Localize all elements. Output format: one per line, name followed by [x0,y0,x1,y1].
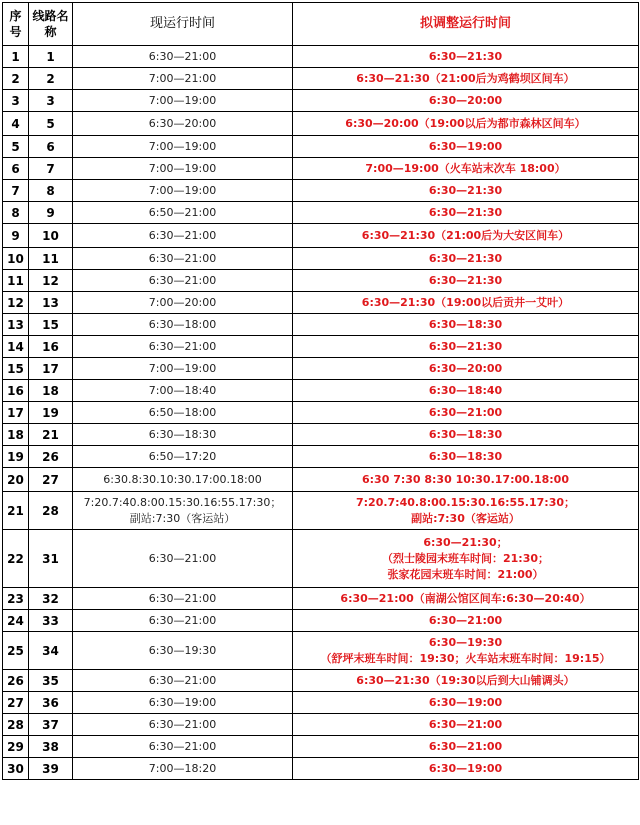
table-row [3,492,639,530]
table-row [3,588,639,610]
row-line-number: 16 [29,336,73,358]
current-time-line: 7:00—19:00 [148,139,217,153]
row-current-time [73,670,293,692]
row-seq: 27 [3,692,29,714]
row-line-number: 38 [29,736,73,758]
table-row [3,292,639,314]
row-current-time [73,588,293,610]
proposed-time-line: 6:30—21:30（19:00以后贡井一艾叶） [361,295,570,309]
row-proposed-time [293,610,639,632]
proposed-time-line: 6:30—21:30 [428,339,503,353]
proposed-time-line: 副站:7:30（客运站） [411,511,520,525]
proposed-time-line: 6:30—20:00 [428,361,503,375]
table-row [3,158,639,180]
row-current-time [73,632,293,670]
row-current-time [73,202,293,224]
row-line-number: 12 [29,270,73,292]
current-time-line: 6:30—21:00 [148,717,217,731]
proposed-time-line: 6:30—18:40 [428,383,503,397]
row-line-number: 39 [29,758,73,780]
row-line-number: 28 [29,492,73,530]
table-row [3,358,639,380]
proposed-time-line: 6:30—21:30 [428,183,503,197]
row-seq: 25 [3,632,29,670]
row-seq: 12 [3,292,29,314]
row-current-time [73,180,293,202]
row-line-number: 31 [29,530,73,588]
proposed-time-line: 6:30 7:30 8:30 10:30.17:00.18:00 [362,472,569,486]
current-time-line: 7:00—19:00 [148,93,217,107]
row-seq: 17 [3,402,29,424]
row-line-number: 35 [29,670,73,692]
row-seq: 10 [3,248,29,270]
row-seq: 21 [3,492,29,530]
row-seq: 23 [3,588,29,610]
row-proposed-time [293,492,639,530]
row-proposed-time [293,68,639,90]
current-time-line: 6:50—21:00 [148,205,217,219]
row-seq: 4 [3,112,29,136]
proposed-time-line: （舒坪末班车时间：19:30；火车站末班车时间：19:15） [320,651,611,665]
row-proposed-time [293,358,639,380]
row-proposed-time [293,248,639,270]
table-row [3,90,639,112]
row-proposed-time [293,90,639,112]
row-line-number: 19 [29,402,73,424]
row-seq: 3 [3,90,29,112]
row-current-time [73,446,293,468]
row-proposed-time [293,224,639,248]
row-proposed-time [293,180,639,202]
row-line-number: 5 [29,112,73,136]
row-proposed-time [293,314,639,336]
row-proposed-time [293,468,639,492]
table-row [3,632,639,670]
current-time-line: 7:00—20:00 [148,295,217,309]
row-proposed-time [293,424,639,446]
row-line-number: 18 [29,380,73,402]
row-current-time [73,424,293,446]
proposed-time-line: 6:30—21:00 [428,739,503,753]
table-row [3,180,639,202]
table-row [3,692,639,714]
header-current-time: 现运行时间 [73,3,293,46]
row-seq: 7 [3,180,29,202]
current-time-line: 6:30—21:00 [148,591,217,605]
row-current-time [73,314,293,336]
row-current-time [73,68,293,90]
proposed-time-line: 6:30—21:30（21:00后为鸡鹤坝区间车） [356,71,575,85]
row-line-number: 37 [29,714,73,736]
proposed-time-line: 6:30—21:00 [428,405,503,419]
row-current-time [73,736,293,758]
header-proposed-time: 拟调整运行时间 [293,3,639,46]
proposed-time-line: 7:00—19:00（火车站末次车 18:00） [365,161,566,175]
table-row [3,530,639,588]
current-time-line: 6:30—21:00 [148,251,217,265]
proposed-time-line: 6:30—21:30（21:00后为大安区间车） [361,228,570,242]
row-proposed-time [293,758,639,780]
row-proposed-time [293,158,639,180]
table-row [3,380,639,402]
row-line-number: 21 [29,424,73,446]
header-line: 线路名称 [29,3,73,46]
current-time-line: 6:50—18:00 [148,405,217,419]
proposed-time-line: 6:30—21:30 [428,49,503,63]
table-row [3,468,639,492]
current-time-line: 7:00—19:00 [148,183,217,197]
proposed-time-line: 6:30—19:00 [428,695,503,709]
row-line-number: 2 [29,68,73,90]
table-row [3,112,639,136]
row-seq: 24 [3,610,29,632]
proposed-time-line: 6:30—21:30； [423,535,508,549]
row-proposed-time [293,588,639,610]
row-line-number: 9 [29,202,73,224]
row-proposed-time [293,692,639,714]
row-current-time [73,610,293,632]
table-row [3,336,639,358]
table-row [3,314,639,336]
current-time-line: 7:00—18:20 [148,761,217,775]
row-seq: 8 [3,202,29,224]
row-current-time [73,468,293,492]
table-row [3,270,639,292]
table-row [3,446,639,468]
table-row [3,68,639,90]
row-proposed-time [293,446,639,468]
table-row [3,224,639,248]
current-time-line: 6:30—20:00 [148,116,217,130]
row-proposed-time [293,380,639,402]
row-proposed-time [293,670,639,692]
row-seq: 20 [3,468,29,492]
row-line-number: 10 [29,224,73,248]
proposed-time-line: 6:30—20:00 [428,93,503,107]
header-row [3,3,639,46]
row-current-time [73,380,293,402]
row-seq: 22 [3,530,29,588]
row-line-number: 34 [29,632,73,670]
row-proposed-time [293,336,639,358]
current-time-line: 6:30—21:00 [148,739,217,753]
table-row [3,714,639,736]
current-time-line: 6:30—18:00 [148,317,217,331]
row-seq: 16 [3,380,29,402]
row-seq: 28 [3,714,29,736]
row-line-number: 17 [29,358,73,380]
row-current-time [73,292,293,314]
row-current-time [73,158,293,180]
row-proposed-time [293,714,639,736]
row-proposed-time [293,136,639,158]
row-current-time [73,136,293,158]
table-row [3,758,639,780]
proposed-time-line: 6:30—21:30（19:30以后到大山铺调头） [356,673,575,687]
row-current-time [73,112,293,136]
current-time-line: 副站:7:30（客运站） [129,511,236,525]
proposed-time-line: 6:30—21:00（南湖公馆区间车:6:30—20:40） [340,591,591,605]
bus-schedule-table [2,2,639,780]
row-current-time [73,270,293,292]
row-current-time [73,692,293,714]
row-line-number: 8 [29,180,73,202]
proposed-time-line: 6:30—21:00 [428,613,503,627]
current-time-line: 7:00—19:00 [148,361,217,375]
row-line-number: 6 [29,136,73,158]
row-current-time [73,224,293,248]
header-seq: 序号 [3,3,29,46]
row-seq: 14 [3,336,29,358]
row-seq: 26 [3,670,29,692]
table-row [3,424,639,446]
row-seq: 5 [3,136,29,158]
current-time-line: 7:00—19:00 [148,161,217,175]
row-seq: 15 [3,358,29,380]
proposed-time-line: 6:30—21:30 [428,205,503,219]
row-line-number: 1 [29,46,73,68]
proposed-time-line: 6:30—21:00 [428,717,503,731]
row-seq: 11 [3,270,29,292]
table-row [3,402,639,424]
row-seq: 9 [3,224,29,248]
row-current-time [73,714,293,736]
proposed-time-line: 6:30—20:00（19:00以后为都市森林区间车） [345,116,586,130]
current-time-line: 7:00—21:00 [148,71,217,85]
proposed-time-line: 6:30—18:30 [428,317,503,331]
current-time-line: 6:30—21:00 [148,673,217,687]
row-proposed-time [293,112,639,136]
proposed-time-line: 张家花园末班车时间：21:00） [387,567,544,581]
row-current-time [73,46,293,68]
current-time-line: 6:30—21:00 [148,339,217,353]
row-current-time [73,358,293,380]
current-time-line: 6:50—17:20 [148,449,217,463]
row-line-number: 7 [29,158,73,180]
current-time-line: 6:30—21:00 [148,613,217,627]
proposed-time-line: 6:30—19:30 [428,635,503,649]
row-seq: 30 [3,758,29,780]
current-time-line: 7:00—18:40 [148,383,217,397]
current-time-line: 7:20.7:40.8:00.15:30.16:55.17:30； [83,495,282,509]
proposed-time-line: 7:20.7:40.8:00.15:30.16:55.17:30； [355,495,576,509]
table-row [3,136,639,158]
proposed-time-line: 6:30—18:30 [428,427,503,441]
row-seq: 18 [3,424,29,446]
row-line-number: 3 [29,90,73,112]
current-time-line: 6:30—21:00 [148,228,217,242]
row-line-number: 15 [29,314,73,336]
current-time-line: 6:30—21:00 [148,49,217,63]
table-row [3,46,639,68]
table-row [3,202,639,224]
current-time-line: 6:30—18:30 [148,427,217,441]
proposed-time-line: 6:30—18:30 [428,449,503,463]
row-proposed-time [293,202,639,224]
row-line-number: 27 [29,468,73,492]
row-proposed-time [293,530,639,588]
proposed-time-line: 6:30—19:00 [428,761,503,775]
row-current-time [73,492,293,530]
table-row [3,736,639,758]
table-row [3,670,639,692]
row-current-time [73,530,293,588]
row-line-number: 26 [29,446,73,468]
row-proposed-time [293,402,639,424]
row-current-time [73,336,293,358]
row-line-number: 36 [29,692,73,714]
current-time-line: 6:30—19:30 [148,643,217,657]
table-row [3,248,639,270]
proposed-time-line: （烈士陵园末班车时间：21:30； [381,551,549,565]
row-current-time [73,90,293,112]
row-line-number: 11 [29,248,73,270]
row-current-time [73,248,293,270]
current-time-line: 6:30—21:00 [148,273,217,287]
row-current-time [73,402,293,424]
current-time-line: 6:30—21:00 [148,551,217,565]
row-seq: 19 [3,446,29,468]
current-time-line: 6:30.8:30.10:30.17:00.18:00 [103,472,262,486]
row-line-number: 13 [29,292,73,314]
current-time-line: 6:30—19:00 [148,695,217,709]
row-current-time [73,758,293,780]
proposed-time-line: 6:30—19:00 [428,139,503,153]
row-seq: 1 [3,46,29,68]
row-proposed-time [293,270,639,292]
proposed-time-line: 6:30—21:30 [428,273,503,287]
row-proposed-time [293,46,639,68]
row-seq: 13 [3,314,29,336]
row-proposed-time [293,736,639,758]
row-seq: 6 [3,158,29,180]
row-proposed-time [293,632,639,670]
table-row [3,610,639,632]
row-line-number: 32 [29,588,73,610]
row-proposed-time [293,292,639,314]
row-line-number: 33 [29,610,73,632]
row-seq: 2 [3,68,29,90]
proposed-time-line: 6:30—21:30 [428,251,503,265]
row-seq: 29 [3,736,29,758]
